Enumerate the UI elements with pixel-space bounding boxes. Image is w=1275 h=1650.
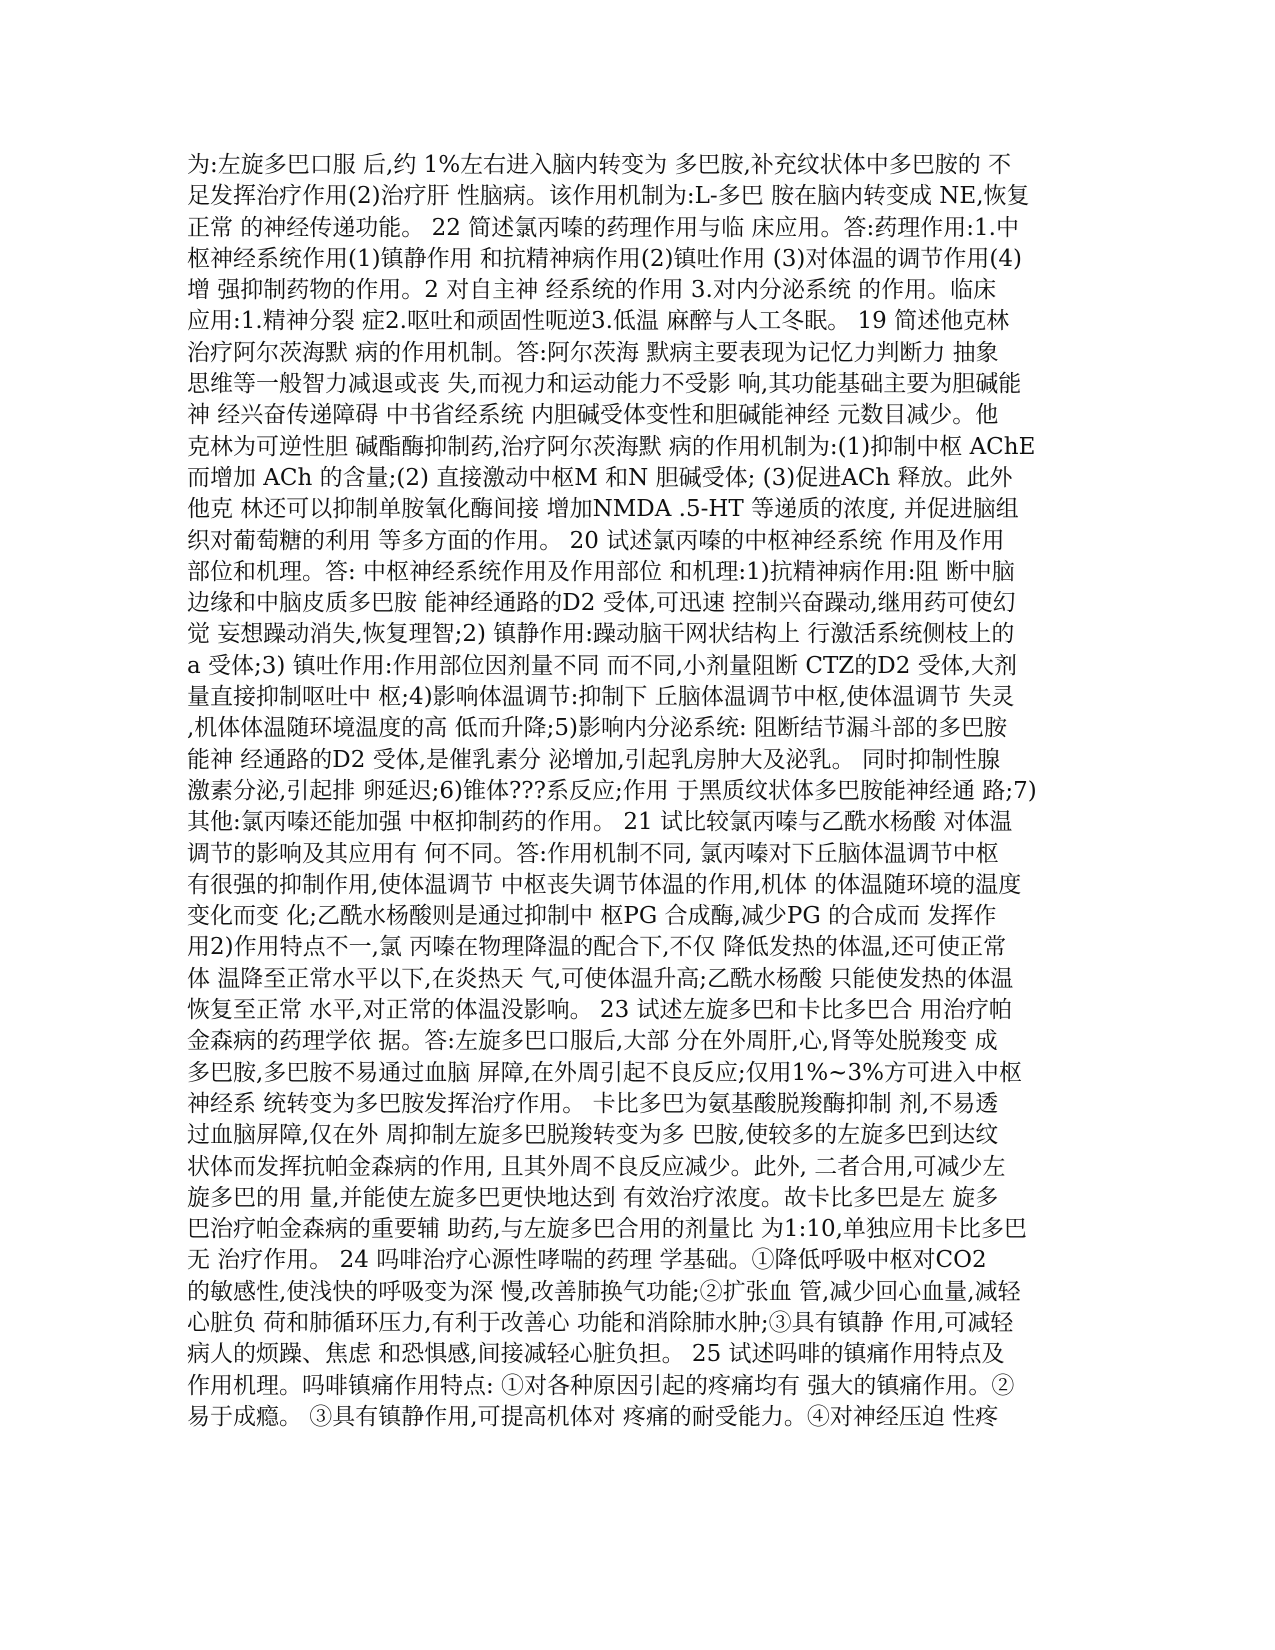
text-line: 增 强抑制药物的作用。2 对自主神 经系统的作用 3.对内分泌系统 的作用。临床 <box>187 277 997 304</box>
text-line: 神 经兴奋传递障碍 中书省经系统 内胆碱受体变性和胆碱能神经 元数目减少。他 <box>187 402 999 429</box>
text-line: 边缘和中脑皮质多巴胺 能神经通路的D2 受体,可迅速 控制兴奋躁动,继用药可使幻 <box>187 590 1016 617</box>
text-line: 治疗阿尔茨海默 病的作用机制。答:阿尔茨海 默病主要表现为记忆力判断力 抽象 <box>187 339 999 366</box>
text-line: 应用:1.精神分裂 症2.呕吐和顽固性呃逆3.低温 麻醉与人工冬眠。 19 简述他克林 <box>187 308 1010 335</box>
body-text <box>187 150 1087 1433</box>
text-line: 部位和机理。答: 中枢神经系统作用及作用部位 和机理:1)抗精神病作用:阻 断中脑 <box>187 558 1015 585</box>
text-line: 旋多巴的用 量,并能使左旋多巴更快地达到 有效治疗浓度。故卡比多巴是左 旋多 <box>187 1184 999 1211</box>
text-line: 过血脑屏障,仅在外 周抑制左旋多巴脱羧转变为多 巴胺,使较多的左旋多巴到达纹 <box>187 1122 999 1149</box>
text-line: 而增加 ACh 的含量;(2) 直接激动中枢M 和N 胆碱受体; (3)促进ACh 释放。此外 <box>187 464 1013 491</box>
text-line: 足发挥治疗作用(2)治疗肝 性脑病。该作用机制为:L-多巴 胺在脑内转变成 NE,恢复 <box>187 183 1030 210</box>
text-line: 巴治疗帕金森病的重要辅 助药,与左旋多巴合用的剂量比 为1:10,单独应用卡比多巴 <box>187 1216 1027 1243</box>
text-line: 用2)作用特点不一,氯 丙嗪在物理降温的配合下,不仅 降低发热的体温,还可使正常 <box>187 934 1007 961</box>
text-line: 其他:氯丙嗪还能加强 中枢抑制药的作用。 21 试比较氯丙嗪与乙酰水杨酸 对体温 <box>187 809 1013 836</box>
text-line: 枢神经系统作用(1)镇静作用 和抗精神病作用(2)镇吐作用 (3)对体温的调节作用(4) <box>187 245 1022 272</box>
text-line: 量直接抑制呕吐中 枢;4)影响体温调节:抑制下 丘脑体温调节中枢,使体温调节 失灵 <box>187 684 1015 711</box>
text-line: 织对葡萄糖的利用 等多方面的作用。 20 试述氯丙嗪的中枢神经系统 作用及作用 <box>187 527 1005 554</box>
text-line: 觉 妄想躁动消失,恢复理智;2) 镇静作用:躁动脑干网状结构上 行激活系统侧枝上的 <box>187 621 1015 648</box>
text-line: 无 治疗作用。 24 吗啡治疗心源性哮喘的药理 学基础。①降低呼吸中枢对CO2 <box>187 1247 987 1274</box>
text-line: 易于成瘾。 ③具有镇静作用,可提高机体对 疼痛的耐受能力。④对神经压迫 性疼 <box>187 1403 999 1430</box>
text-line: ,机体体温随环境温度的高 低而升降;5)影响内分泌系统: 阻断结节漏斗部的多巴胺 <box>187 715 1008 742</box>
text-line: 激素分泌,引起排 卵延迟;6)锥体???系反应;作用 于黑质纹状体多巴胺能神经通 路;7) <box>187 777 1037 804</box>
text-line: 体 温降至正常水平以下,在炎热天 气,可使体温升高;乙酰水杨酸 只能使发热的体温 <box>187 965 1014 992</box>
text-line: 多巴胺,多巴胺不易通过血脑 屏障,在外周引起不良反应;仅用1%~3%方可进入中枢 <box>187 1059 1022 1086</box>
text-line: a 受体;3) 镇吐作用:作用部位因剂量不同 而不同,小剂量阻断 CTZ的D2 受体,大剂 <box>187 652 1017 679</box>
text-line: 的敏感性,使浅快的呼吸变为深 慢,改善肺换气功能;②扩张血 管,减少回心血量,减轻 <box>187 1278 1021 1305</box>
text-line: 金森病的药理学依 据。答:左旋多巴口服后,大部 分在外周肝,心,肾等处脱羧变 成 <box>187 1028 998 1055</box>
text-line: 克林为可逆性胆 碱酯酶抑制药,治疗阿尔茨海默 病的作用机制为:(1)抑制中枢 AChE <box>187 433 1036 460</box>
text-line: 神经系 统转变为多巴胺发挥治疗作用。 卡比多巴为氨基酸脱羧酶抑制 剂,不易透 <box>187 1090 999 1117</box>
text-line: 思维等一般智力减退或丧 失,而视力和运动能力不受影 响,其功能基础主要为胆碱能 <box>187 371 1022 398</box>
text-line: 为:左旋多巴口服 后,约 1%左右进入脑内转变为 多巴胺,补充纹状体中多巴胺的 不 <box>187 152 1012 178</box>
text-line: 他克 林还可以抑制单胺氧化酶间接 增加NMDA .5-HT 等递质的浓度, 并促进脑组 <box>187 496 1019 523</box>
text-line: 恢复至正常 水平,对正常的体温没影响。 23 试述左旋多巴和卡比多巴合 用治疗帕 <box>187 997 1012 1024</box>
text-line: 心脏负 荷和肺循环压力,有利于改善心 功能和消除肺水肿;③具有镇静 作用,可减轻 <box>187 1309 1014 1336</box>
text-line: 病人的烦躁、焦虑 和恐惧感,间接减轻心脏负担。 25 试述吗啡的镇痛作用特点及 <box>187 1341 1005 1368</box>
text-line: 有很强的抑制作用,使体温调节 中枢丧失调节体温的作用,机体 的体温随环境的温度 <box>187 871 1022 898</box>
text-line: 正常 的神经传递功能。 22 简述氯丙嗪的药理作用与临 床应用。答:药理作用:1.中 <box>187 214 1019 241</box>
text-line: 能神 经通路的D2 受体,是催乳素分 泌增加,引起乳房肿大及泌乳。 同时抑制性腺 <box>187 746 1000 773</box>
text-line: 变化而变 化;乙酰水杨酸则是通过抑制中 枢PG 合成酶,减少PG 的合成而 发挥作 <box>187 903 997 930</box>
text-line: 调节的影响及其应用有 何不同。答:作用机制不同, 氯丙嗪对下丘脑体温调节中枢 <box>187 840 999 867</box>
text-line: 作用机理。吗啡镇痛作用特点: ①对各种原因引起的疼痛均有 强大的镇痛作用。② <box>187 1372 1015 1399</box>
text-line: 状体而发挥抗帕金森病的作用, 且其外周不良反应减少。此外, 二者合用,可减少左 <box>187 1153 1006 1180</box>
